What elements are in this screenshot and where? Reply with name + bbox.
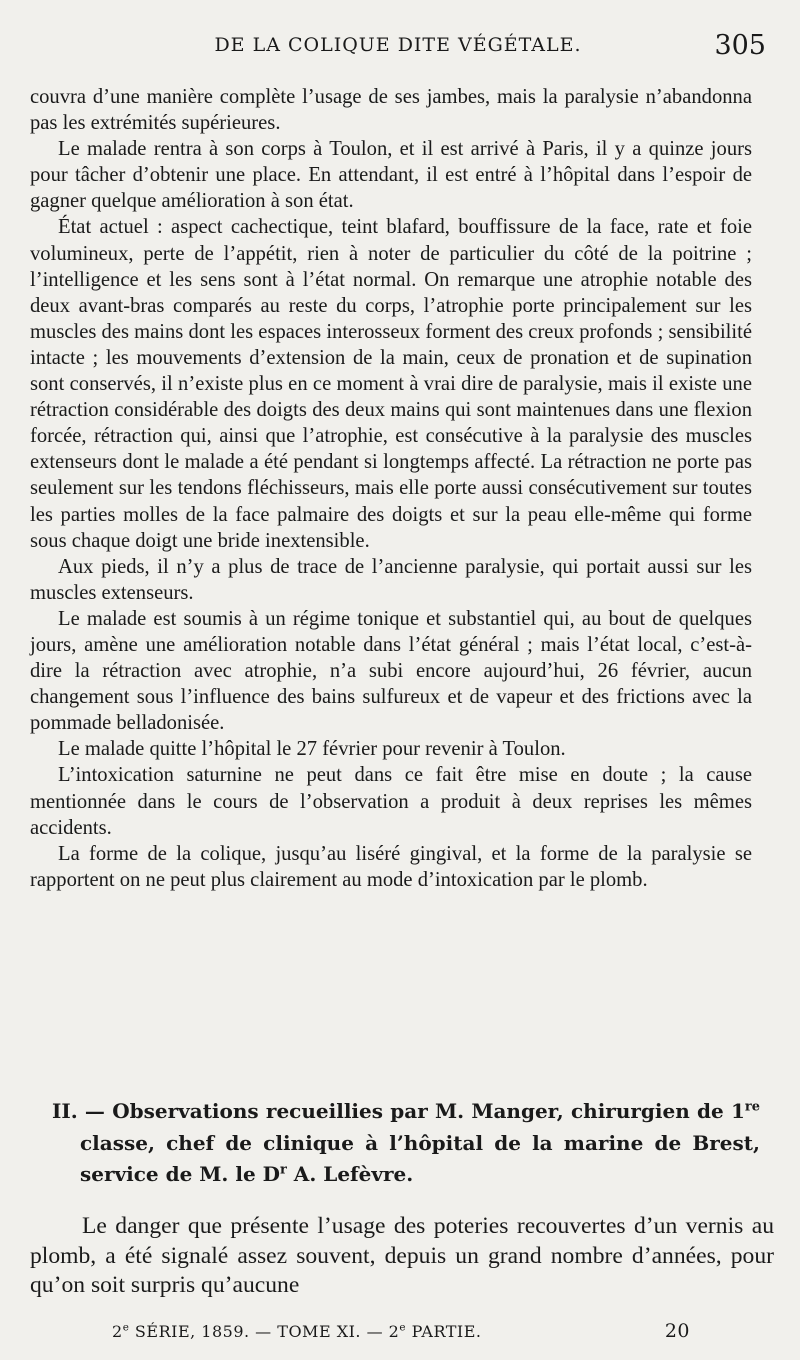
paragraph: L’intoxication saturnine ne peut dans ce fait être mise en doute ; la cause mentionnée dans le cours de l’observation a produit à deux reprises les mêmes accidents. xyxy=(30,764,752,839)
paragraph: La forme de la colique, jusqu’au liséré gingival, et la forme de la paralysie se rapportent on ne peut plus clairement au mode d’intoxication par le plomb. xyxy=(30,842,752,891)
running-head-title: DE LA COLIQUE DITE VÉGÉTALE. xyxy=(214,34,582,56)
section-heading-text: Observations recueillies par M. Manger, chirurgien de 1 xyxy=(112,1099,745,1123)
superscript: e xyxy=(399,1321,407,1334)
paragraph: Le danger que présente l’usage des poteries recouvertes d’un vernis au plomb, a été signalé assez souvent, depuis un grand nombre d’années, pour qu’on soit surpris qu’aucune xyxy=(30,1213,774,1298)
section-heading-text: classe, chef de clinique à l’hôpital de la marine de Brest, service de M. le D xyxy=(80,1130,760,1186)
signature-mark: 20 xyxy=(664,1320,690,1342)
page-number: 305 xyxy=(714,30,766,61)
section-body xyxy=(30,1212,774,1301)
footer-text: SÉRIE, 1859. — TOME XI. — 2 xyxy=(129,1322,400,1341)
paragraph: Le malade est soumis à un régime tonique et substantiel qui, au bout de quelques jours, amène une amélioration notable dans l’état général ; mais l’état local, c’est-à-dire la rétraction avec atrophie, n’a subi encore aujourd’hui, 26 février, aucun changement sous l’influence des bains sulfureux et de vapeur et des frictions avec la pommade belladonisée. xyxy=(30,607,752,735)
paragraph: Aux pieds, il n’y a plus de trace de l’ancienne paralysie, qui portait aussi sur les muscles extenseurs. xyxy=(30,555,752,604)
section-heading-text: A. Lefèvre. xyxy=(286,1162,414,1186)
paragraph: État actuel : aspect cachectique, teint blafard, bouffissure de la face, rate et foie volumineux, perte de l’appétit, rien à noter de particulier du côté de la poitrine ; l’intelligence et les sens sont à l’état normal. On remarque une atrophie notable des deux avant-bras comparés au reste du corps, l’atrophie porte principalement sur les muscles des mains dont les espaces interosseux forment des creux profonds ; sensibilité intacte ; les mouvements d’extension de la main, ceux de pronation et de supination sont conservés, il n’existe plus en ce moment à vrai dire de paralysie, mais il existe une rétraction considérable des doigts des deux mains qui sont maintenues dans une flexion forcée, rétraction qui, ainsi que l’atrophie, est consécutive à la paralysie des muscles extenseurs dont le malade a été pendant si longtemps affecté. La rétraction ne porte pas seulement sur les tendons fléchisseurs, mais elle porte aussi consécutivement sur toutes les parties molles de la face palmaire des doigts et sur la peau elle-même qui forme sous chaque doigt une bride inextensible. xyxy=(30,216,752,552)
superscript: r xyxy=(279,1162,287,1178)
page-footer xyxy=(112,1322,690,1341)
paragraph: Le malade quitte l’hôpital le 27 février pour revenir à Toulon. xyxy=(58,738,566,761)
superscript: e xyxy=(122,1321,130,1334)
paragraph: couvra d’une manière complète l’usage de ses jambes, mais la paralysie n’abandonna pas les extrémités supérieures. xyxy=(30,86,752,135)
body-text xyxy=(30,84,752,893)
superscript: re xyxy=(744,1099,761,1115)
running-head xyxy=(30,30,766,70)
section-number: II. — xyxy=(52,1099,105,1123)
section-heading xyxy=(52,1096,760,1191)
footer-part: PARTIE. xyxy=(406,1322,482,1341)
paragraph: Le malade rentra à son corps à Toulon, et il est arrivé à Paris, il y a quinze jours pour tâcher d’obtenir une place. En attendant, il est entré à l’hôpital dans l’espoir de gagner quelque amélioration à son état. xyxy=(30,138,752,213)
footer-series: 2 xyxy=(112,1322,123,1341)
section-heading-line xyxy=(52,1096,760,1191)
